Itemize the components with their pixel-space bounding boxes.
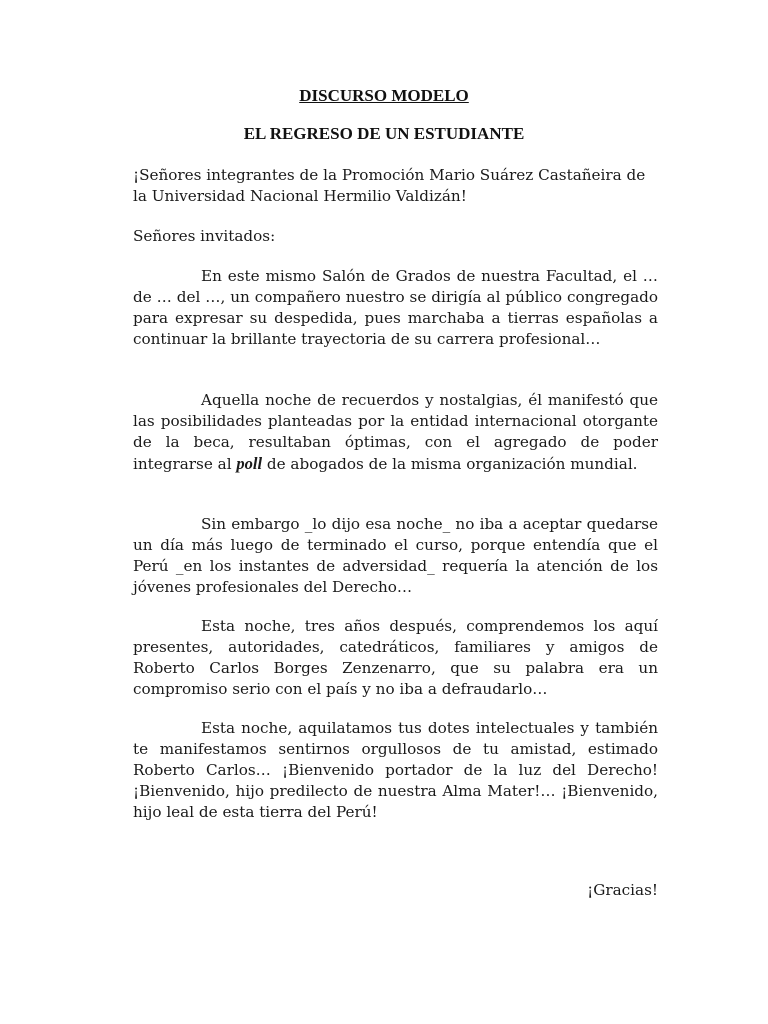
guests-paragraph <box>133 226 658 247</box>
guests-text: Señores invitados: <box>133 227 276 245</box>
paragraph-2 <box>133 390 658 475</box>
document-title: DISCURSO MODELO <box>299 86 469 105</box>
paragraph-5-text: Esta noche, aquilatamos tus dotes intelectuales y también te manifestamos sentirnos orgullosos de tu amistad, estimado Roberto Carlos… ¡Bienvenido portador de la luz del Derecho! ¡Bienvenido, hijo predilecto de nuestra Alma Mater!… ¡Bienvenido, hijo leal de esta tierra del Perú! <box>133 719 658 821</box>
paragraph-1 <box>133 266 658 350</box>
paragraph-3-text: Sin embargo _lo dijo esa noche_ no iba a aceptar quedarse un día más luego de terminado el curso, porque entendía que el Perú _en los instantes de adversidad_ requería la atención de los jóvenes profesionales del Derecho… <box>133 515 658 596</box>
document-subtitle: EL REGRESO DE UN ESTUDIANTE <box>243 124 525 143</box>
paragraph-2-end: de abogados de la misma organización mundial. <box>262 455 638 473</box>
paragraph-2-emphasis: poll <box>236 454 263 473</box>
paragraph-2-text <box>133 390 658 475</box>
paragraph-3 <box>133 514 658 598</box>
paragraph-4-text: Esta noche, tres años después, comprendemos los aquí presentes, autoridades, catedráticos, familiares y amigos de Roberto Carlos Borges Zenzenarro, que su palabra era un compromiso serio con el país y no iba a defraudarlo… <box>133 617 658 698</box>
salutation-paragraph <box>133 165 658 207</box>
salutation-text: ¡Señores integrantes de la Promoción Mario Suárez Castañeira de la Universidad Nacional Hermilio Valdizán! <box>133 166 646 205</box>
paragraph-2-start: Aquella noche de recuerdos y nostalgias, él manifestó que las posibilidades planteadas por la entidad internacional otorgante de la beca, resultaban óptimas, con el agregado de poder integrarse al <box>133 391 658 473</box>
paragraph-4 <box>133 616 658 700</box>
closing-text: ¡Gracias! <box>587 881 658 899</box>
paragraph-1-text: En este mismo Salón de Grados de nuestra Facultad, el … de … del …, un compañero nuestro se dirigía al público congregado para expresar su despedida, pues marchaba a tierras españolas a continuar la brillante trayectoria de su carrera profesional… <box>133 267 658 348</box>
paragraph-5 <box>133 718 658 823</box>
